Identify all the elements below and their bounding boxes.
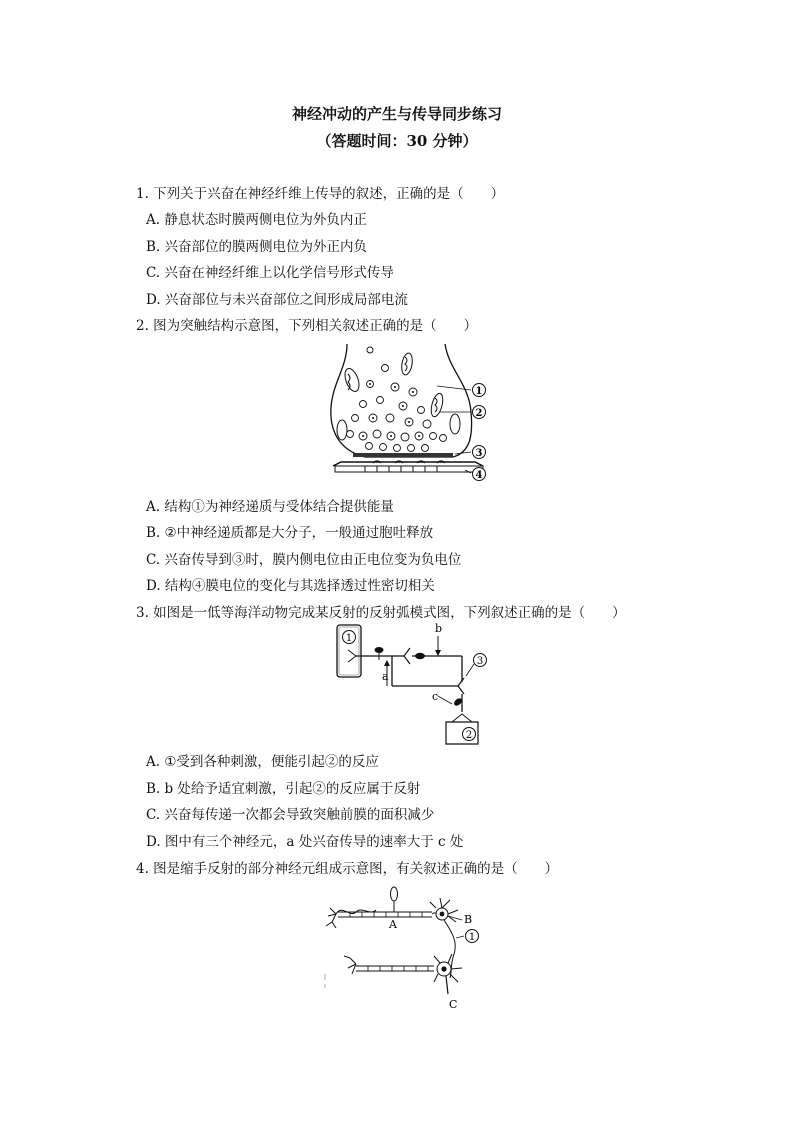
question-3-stem: 3. 如图是一低等海洋动物完成某反射的反射弧模式图，下列叙述正确的是（ ） xyxy=(136,605,626,621)
question-3-option-c: C. 兴奋每传递一次都会导致突触前膜的面积减少 xyxy=(146,807,435,823)
reflex-arc-diagram xyxy=(334,622,494,746)
svg-text:C: C xyxy=(449,998,458,1011)
question-2-option-a: A. 结构①为神经递质与受体结合提供能量 xyxy=(146,499,394,515)
svg-text:A: A xyxy=(389,918,397,931)
svg-text:1: 1 xyxy=(468,932,476,943)
question-3-option-a: A. ①受到各种刺激，便能引起②的反应 xyxy=(146,754,379,770)
question-4-stem: 4. 图是缩手反射的部分神经元组成示意图，有关叙述正确的是（ ） xyxy=(136,861,559,877)
question-3-option-b: B. b 处给予适宜刺激，引起②的反应属于反射 xyxy=(146,781,421,797)
question-1-option-d: D. 兴奋部位与未兴奋部位之间形成局部电流 xyxy=(146,292,408,308)
question-1-option-c: C. 兴奋在神经纤维上以化学信号形式传导 xyxy=(146,265,394,281)
svg-text:2: 2 xyxy=(465,730,473,741)
svg-text:4: 4 xyxy=(475,470,483,481)
svg-text:3: 3 xyxy=(475,448,483,459)
question-2-option-d: D. 结构④膜电位的变化与其选择透过性密切相关 xyxy=(146,578,435,594)
svg-text:2: 2 xyxy=(475,408,483,419)
svg-text:b: b xyxy=(435,622,443,635)
question-2-option-c: C. 兴奋传导到③时，膜内侧电位由正电位变为负电位 xyxy=(146,552,462,568)
page-subtitle: （答题时间：30 分钟） xyxy=(316,132,478,150)
question-2-option-b: B. ②中神经递质都是大分子，一般通过胞吐释放 xyxy=(146,525,434,541)
synapse-diagram xyxy=(325,342,495,484)
question-1-option-b: B. 兴奋部位的膜两侧电位为外正内负 xyxy=(146,239,368,255)
svg-text:B: B xyxy=(464,913,473,926)
page-title: 神经冲动的产生与传导同步练习 xyxy=(291,105,502,123)
question-1-option-a: A. 静息状态时膜两侧电位为外负内正 xyxy=(146,212,367,228)
svg-text:1: 1 xyxy=(475,386,483,397)
question-3-option-d: D. 图中有三个神经元，a 处兴奋传导的速率大于 c 处 xyxy=(146,834,464,850)
neuron-diagram xyxy=(322,882,502,1012)
question-2-stem: 2. 图为突触结构示意图，下列相关叙述正确的是（ ） xyxy=(136,318,478,334)
question-1-stem: 1. 下列关于兴奋在神经纤维上传导的叙述，正确的是（ ） xyxy=(136,186,505,202)
svg-text:1: 1 xyxy=(345,633,353,644)
svg-text:c: c xyxy=(432,690,439,703)
svg-text:a: a xyxy=(382,670,389,683)
svg-text:3: 3 xyxy=(476,656,484,667)
